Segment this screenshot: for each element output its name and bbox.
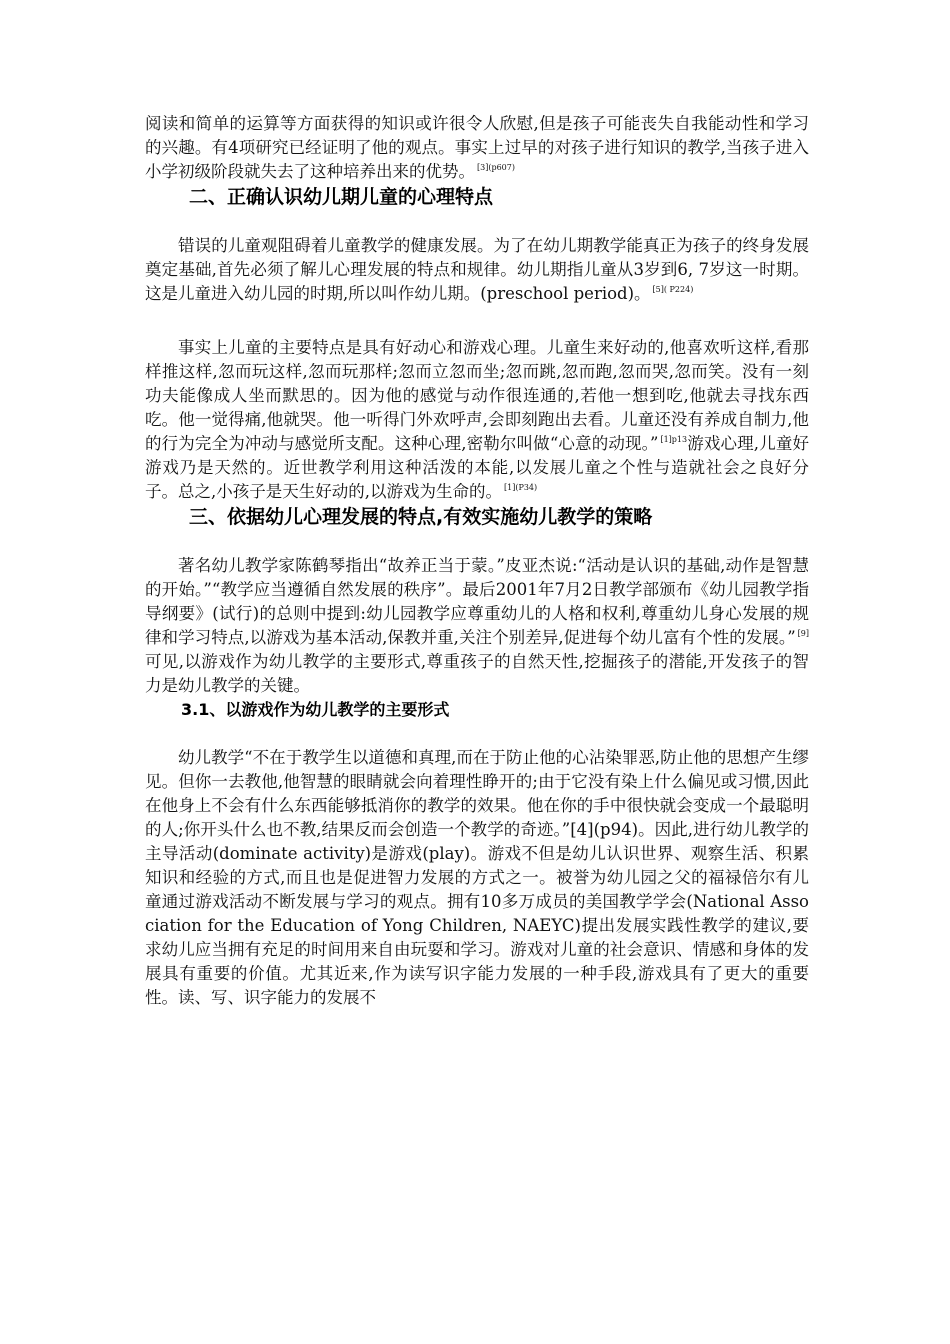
- citation: [3](p607): [477, 163, 515, 172]
- citation: [9]: [797, 629, 809, 638]
- paragraph-play: [145, 746, 809, 1010]
- paragraph-child-traits: [145, 336, 809, 504]
- paragraph-text: 事实上儿童的主要特点是具有好动心和游戏心理。儿童生来好动的,他喜欢听这样,看那样推这样,忽而玩这样,忽而玩那样;忽而立忽而坐;忽而跳,忽而跑,忽而哭,忽而笑。没有一刻功夫能像成人坐而默思的。因为他的感觉与动作很连通的,若他一想到吃,他就去寻找东西吃。他一觉得痛,他就哭。他一听得门外欢呼声,会即刻跑出去看。儿童还没有养成自制力,他的行为完全为冲动与感觉所支配。这种心理,密勒尔叫做“心意的动现。”: [145, 338, 809, 453]
- citation: [1](P34): [504, 483, 538, 492]
- paragraph-continued: [145, 112, 809, 184]
- citation: [5]( P224): [652, 285, 694, 294]
- paragraph-text: 可见,以游戏作为幼儿教学的主要形式,尊重孩子的自然天性,挖掘孩子的潜能,开发孩子的智力是幼儿教学的关键。: [145, 652, 809, 695]
- citation: [1]p13: [660, 435, 688, 444]
- section-heading-2: 二、正确认识幼儿期儿童的心理特点: [189, 186, 494, 208]
- paragraph-text: 错误的儿童观阻碍着儿童教学的健康发展。为了在幼儿期教学能真正为孩子的终身发展奠定基础,首先必须了解儿心理发展的特点和规律。幼儿期指儿童从3岁到6, 7岁这一时期。这是儿童进入幼儿园的时期,所以叫作幼儿期。(preschool period)。: [145, 236, 809, 303]
- paragraph-text: 幼儿教学“不在于教学生以道德和真理,而在于防止他的心沾染罪恶,防止他的思想产生缪见。但你一去教他,他智慧的眼睛就会向着理性睁开的;由于它没有染上什么偏见或习惯,因此在他身上不会有什么东西能够抵消你的教学的效果。他在你的手中很快就会变成一个最聪明的人;你开头什么也不教,结果反而会创造一个教学的奇迹。”[4](p94)。因此,进行幼儿教学的主导活动(dominate activity)是游戏(play)。游戏不但是幼儿认识世界、观察生活、积累知识和经验的方式,而且也是促进智力发展的方式之一。被誉为幼儿园之父的福禄倍尔有儿童通过游戏活动不断发展与学习的观点。拥有10多万成员的美国教学学会(National Association for the Education of Yong Children, NAEYC)提出发展实践性教学的建议,要求幼儿应当拥有充足的时间用来自由玩耍和学习。游戏对儿童的社会意识、情感和身体的发展具有重要的价值。尤其近来,作为读写识字能力发展的一种手段,游戏具有了更大的重要性。读、写、识字能力的发展不: [145, 748, 809, 1007]
- paragraph-strategy: [145, 554, 809, 698]
- subsection-heading-3-1: 3.1、以游戏作为幼儿教学的主要形式: [181, 700, 450, 719]
- section-heading-3: 三、依据幼儿心理发展的特点,有效实施幼儿教学的策略: [189, 506, 653, 528]
- paragraph-text: 阅读和简单的运算等方面获得的知识或许很令人欣慰,但是孩子可能丧失自我能动性和学习的兴趣。有4项研究已经证明了他的观点。事实上过早的对孩子进行知识的教学,当孩子进入小学初级阶段就失去了这种培养出来的优势。: [145, 114, 809, 181]
- paragraph-text: 游戏心理,儿童好游戏乃是天然的。近世教学利用这种活泼的本能,以发展儿童之个性与造就社会之良好分子。总之,小孩子是天生好动的,以游戏为生命的。: [145, 434, 809, 501]
- document-page: [145, 112, 809, 1010]
- paragraph-text: 著名幼儿教学家陈鹤琴指出“故养正当于蒙。”皮亚杰说:“活动是认识的基础,动作是智慧的开始。”“教学应当遵循自然发展的秩序”。最后2001年7月2日教学部颁布《幼儿园教学指导纲要》(试行)的总则中提到:幼儿园教学应尊重幼儿的人格和权利,尊重幼儿身心发展的规律和学习特点,以游戏为基本活动,保教并重,关注个别差异,促进每个幼儿富有个性的发展。”: [145, 556, 809, 647]
- paragraph-child-age: [145, 234, 809, 306]
